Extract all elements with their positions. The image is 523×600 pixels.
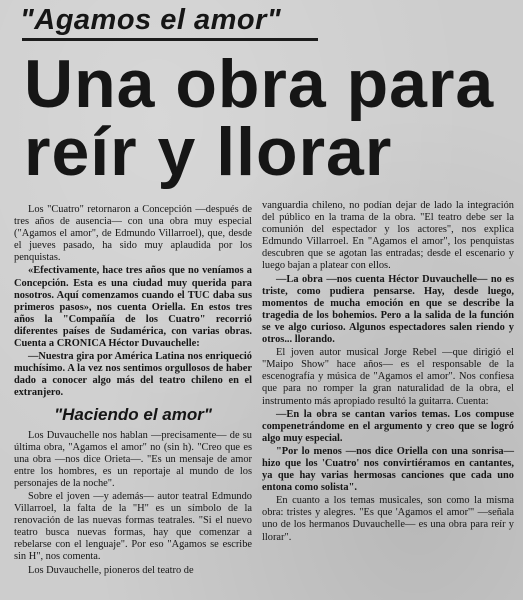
paragraph: Los Duvauchelle, pioneros del teatro de bbox=[28, 564, 194, 576]
paragraph: —La obra —nos cuenta Héctor Duvauchelle— no es triste, como pudiera pensarse. Hay, desde luego, momentos de mucha emoción en que se describe la tragedia de los bohemios. Pero a la salida de la función se ve algo curioso. Algunos espectadores salen riendo y otros... llorando. bbox=[262, 273, 514, 346]
kicker-underline bbox=[22, 38, 318, 41]
article-left-column bbox=[14, 204, 252, 578]
paragraph: vanguardia chileno, no podían dejar de lado la integración del público en la trama de la obra. "El teatro debe ser la comunión del espectador y los actores", nos explica Edmundo Villarroel. En "Agamos el amor", los penquistas descubren que se agotan las entradas; desde el escenario y luego bajan a platear con ellos. bbox=[262, 200, 514, 272]
paragraph: El joven autor musical Jorge Rebel —que dirigió el "Maipo Show" hace años— es el responsable de la escenografía y música de "Agamos el amor". Nos confiesa que para no romper la gran naturalidad de la obra, el instrumento más apropiado resultó la guitarra. Cuenta: bbox=[262, 347, 514, 407]
paragraph: En cuanto a los temas musicales, son como la misma obra: tristes y alegres. "Es que 'Agamos el amor'" —señala uno de los hermanos Duvauchelle— es una obra para reír y llorar". bbox=[262, 495, 514, 543]
article-right-column bbox=[262, 200, 514, 545]
paragraph: —En la obra se cantan varios temas. Los compuse compenetrándome en el argumento y creo que se logró algo muy especial. bbox=[262, 408, 514, 444]
paragraph: «Efectivamente, hace tres años que no veníamos a Concepción. Esta es una ciudad muy querida para nosotros. Aquí comenzamos cuando el TUC daba sus primeros pasos», nos cuenta Oriella. En estos tres años la "Compañía de los Cuatro" recorrió diferentes países de Sudamérica, con varias obras. Cuenta a CRONICA Héctor Duvauchelle: bbox=[14, 265, 252, 350]
subheading: "Haciendo el amor" bbox=[54, 404, 212, 424]
kicker-title: "Agamos el amor" bbox=[20, 4, 282, 36]
paragraph: "Por lo menos —nos dice Oriella con una sonrisa— hizo que los 'Cuatro' nos convirtiéramos en cantantes, ya que hay varias hermosas canciones que cada uno entona como solista". bbox=[262, 445, 514, 494]
paragraph: —Nuestra gira por América Latina nos enriqueció muchísimo. A la vez nos sentimos orgullosos de haber dado a conocer algo más del teatro chileno en el extranjero. bbox=[14, 351, 252, 399]
paragraph: Sobre el joven —y además— autor teatral Edmundo Villarroel, la falta de la "H" es un símbolo de la renovación de las nuevas formas teatrales. "Si el nuevo teatro busca nuevas formas, hay que comenzar a rebelarse con el lenguaje". Por eso "Agamos se escribe sin H", nos comenta. bbox=[14, 490, 252, 563]
paragraph: Los Duvauchelle nos hablan —precisamente— de su última obra, "Agamos el amor" no (sin h). "Creo que es una obra —nos dice Orieta—. "Es un mensaje de amor entre los hombres, es un reportaje al mundo de los personajes de la noche". bbox=[14, 429, 252, 489]
headline-line-1: Una obra para bbox=[24, 46, 495, 122]
headline bbox=[24, 46, 514, 190]
paragraph: Los "Cuatro" retornaron a Concepción —después de tres años de ausencia— con una obra muy especial ("Agamos el amor", de Edmundo Villarroel), que, desde el jueves pasado, ha sido muy aplaudida por los penquistas. bbox=[14, 204, 252, 264]
headline-line-2: reír y llorar bbox=[24, 114, 393, 190]
